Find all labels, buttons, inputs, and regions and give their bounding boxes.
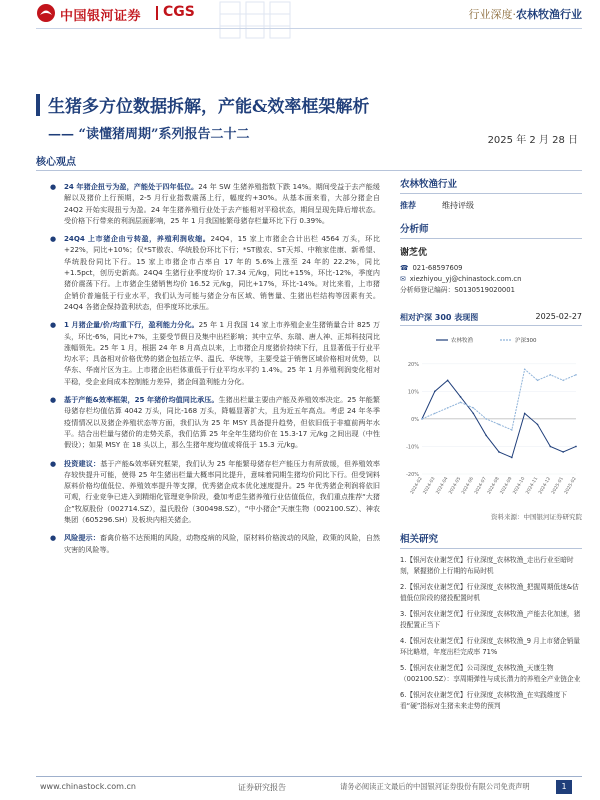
y-tick-label: 20% [407, 361, 419, 368]
x-tick-label: 2025-02 [563, 476, 578, 496]
analyst-email[interactable] [400, 274, 582, 285]
data-point [550, 446, 552, 448]
bullet-icon: ● [50, 396, 57, 405]
sidebar-divider [400, 238, 582, 239]
paragraph-4 [40, 394, 380, 450]
chart-date: 2025-02-27 [535, 312, 582, 321]
related-item[interactable]: 5.【银河农业谢芝优】公司深度_农林牧渔_天康生物（002100.SZ）：享周期弹性与成长潜力的养殖全产业链企业 [400, 664, 581, 683]
data-point [562, 380, 564, 382]
data-point [511, 429, 513, 431]
paragraph-heading: 风险提示： [64, 533, 100, 543]
report-title: 生猪多方位数据拆解，产能&效率框架解析 [48, 97, 370, 117]
data-point [550, 374, 552, 376]
bullet-icon: ● [50, 235, 57, 244]
related-item[interactable]: 4.【银河农业谢芝优】行业深度_农林牧渔_9 月上市猪企销量环比略增，年度出栏完成率 71% [400, 637, 580, 656]
footer-disclaimer: 请务必阅读正文最后的中国银河证券股份有限公司免责声明 [340, 782, 530, 791]
data-point [473, 407, 475, 409]
header-decoration-graphic [210, 0, 300, 40]
logo-mark-icon [36, 3, 56, 23]
title-accent-bar [36, 94, 40, 116]
phone-icon: ☎ [400, 264, 409, 272]
core-divider [36, 170, 582, 171]
footer-url[interactable]: www.chinastock.com.cn [40, 782, 136, 791]
analyst-phone [400, 263, 582, 274]
data-point [421, 418, 423, 420]
related-item[interactable]: 2.【银河农业谢芝优】行业深度_农林牧渔_把握周期低迷&估值低位阶段的猪投配置时机 [400, 583, 579, 602]
main-content [40, 181, 380, 562]
legend-label: 农林牧渔 [451, 338, 474, 344]
x-tick-label: 2024-09 [499, 476, 514, 496]
data-point [485, 418, 487, 420]
email-icon: ✉ [400, 275, 406, 283]
related-item[interactable]: 6.【银河农业谢芝优】行业深度_农林牧渔_在实践维度下看“硬”指标对生猪未来走势的预判 [400, 691, 567, 710]
data-point [447, 380, 449, 382]
chart-svg [400, 332, 582, 510]
data-point [460, 402, 462, 404]
x-tick-label: 2024-05 [448, 476, 463, 496]
related-item[interactable]: 3.【银河农业谢芝优】行业深度_农林牧渔_产能去化加速，猪投配置正当下 [400, 610, 581, 629]
paragraph-heading: 基于产能&效率框架，25 年猪价均值同比承压。 [64, 395, 219, 405]
data-point [575, 374, 577, 376]
analyst-license: 分析师登记编码：S0130519020001 [400, 286, 515, 294]
chart-source: 资料来源：中国银河证券研究院 [491, 513, 582, 521]
paragraph-heading: 24 年猪企扭亏为盈，产能处于四年低位。 [64, 182, 199, 191]
paragraph-6 [40, 532, 380, 555]
data-point [537, 424, 539, 426]
paragraph-text: 24Q4，15 家上市猪企合计出栏 4564 万头，环比+22%，同比+10%；仅*ST傲农、华统股份环比下行；*ST傲农、ST天邦、中粮家佳康、新希望、华统股份同比下行。15 家上市猪企市占率自 17 年的 5.6%上涨至 24 年的 22.2%，同比+1.5pct，创历史新高。24Q4 生猪行业季度均价 17.34 元/kg，同比+15%，环比-12%，季度内猪价震荡下行。上市猪企生猪销售均价 16.52 元/kg，同比+17%，环比-14%。对比来看，上市猪企销价普遍低于行业水平，我们认为可能与猪企分布区域、销售量、生猪出栏结构等因素有关。24Q4 各猪企保持盈利状态，但季度环比承压。 [64, 234, 380, 311]
y-tick-label: 0% [411, 416, 419, 423]
y-tick-label: -10% [406, 444, 419, 451]
paragraph-text: 生猪出栏量主要由产能及养殖效率决定。25 年能繁母猪存栏均值估算 4042 万头，同比-168 万头，降幅显著扩大，且为近五年高点。考虑 24 年冬季疫情情况以及猪企养殖状态等方面，我们认为 25 年 MSY 具备提升趋势，但依旧低于非瘟前两年水平。结合出栏量与猪价的走势关系，我们估算 25 年全年生猪均价在 15.3-17 元/kg 之间出现（中性假设）；如果 MSY 在 18 头以上，那么生猪年度均值或将低于 15.3 元/kg。 [64, 395, 380, 450]
x-tick-label: 2024-06 [461, 476, 476, 496]
category-label: 行业深度· [468, 8, 516, 21]
bullet-icon: ● [50, 534, 57, 543]
sidebar [400, 176, 582, 717]
y-tick-label: -20% [406, 472, 419, 478]
paragraph-heading: 投资建议： [64, 458, 101, 468]
relative-performance-chart [400, 332, 582, 510]
paragraph-heading: 1 月猪企量/价/均重下行，盈利能力分化。 [64, 320, 199, 330]
header-divider [36, 28, 582, 29]
x-tick-label: 2024-03 [422, 476, 437, 496]
x-tick-label: 2024-11 [525, 476, 540, 496]
report-subtitle: —— “读懂猪周期”系列报告二十二 [48, 127, 250, 142]
chart-title-row [400, 312, 582, 323]
sidebar-sector: 农林牧渔行业 [400, 179, 458, 190]
logo-text: 中国银河证券 [60, 9, 142, 24]
bullet-icon: ● [50, 459, 57, 468]
data-point [524, 413, 526, 415]
chart-divider [400, 325, 582, 326]
header-category [469, 6, 583, 22]
paragraph-3 [40, 319, 380, 387]
paragraph-text: 24 年 SW 生猪养殖指数下跌 14%。期间受益于去产能缓解以及猪价上行预期，2-5 月行业指数震荡上行，幅度约+30%。从基本面来看，大部分猪企自 24Q2 开始实现扭亏为盈。24 年生猪养殖行业处于去产能相对平稳状态，期间呈现先降后增状态。受价格下行带来的利润层面影响，25 年 1 月我国能繁母猪存栏量环比下行 0.39%。 [64, 182, 380, 225]
logo-en-text: CGS [163, 4, 195, 20]
data-point [498, 451, 500, 453]
data-point [537, 380, 539, 382]
footer-divider [36, 776, 582, 777]
data-point [511, 457, 513, 459]
logo-separator [156, 6, 158, 20]
paragraph-heading: 24Q4 上市猪企由亏转盈，养殖利润收缩。 [64, 234, 211, 244]
rating-key: 推荐 [400, 201, 416, 210]
x-tick-label: 2024-12 [538, 476, 553, 496]
sidebar-divider [400, 548, 582, 549]
legend-label: 沪深300 [515, 338, 537, 344]
report-date: 2025 年 2 月 28 日 [487, 135, 578, 146]
sidebar-divider [400, 193, 582, 194]
data-point [447, 407, 449, 409]
data-point [575, 446, 577, 448]
related-item[interactable]: 1.【银河农业谢芝优】行业深度_农林牧渔_走出行业至暗时刻，紧握猪价上行期的布局时机 [400, 556, 574, 575]
data-point [485, 435, 487, 437]
bullet-icon: ● [50, 183, 57, 191]
x-tick-label: 2024-10 [512, 476, 527, 496]
email-text[interactable]: xiezhiyou_yj@chinastock.com.cn [409, 275, 522, 283]
x-tick-label: 2024-02 [409, 476, 424, 496]
data-point [434, 391, 436, 393]
sector-label: 农林牧渔行业 [516, 8, 582, 21]
paragraph-2 [40, 233, 380, 312]
core-views-heading: 核心观点 [36, 157, 76, 168]
data-point [460, 396, 462, 398]
rating-value: 维持评级 [442, 201, 474, 210]
analyst-name: 谢芝优 [400, 248, 428, 258]
data-point [498, 424, 500, 426]
y-tick-label: 10% [407, 389, 419, 396]
paragraph-1 [40, 181, 380, 226]
data-point [562, 451, 564, 453]
data-point [524, 368, 526, 370]
paragraph-text: 畜禽价格不达预期的风险，动物疫病的风险，原材料价格波动的风险，政策的风险，自然灾害的风险等。 [64, 533, 380, 554]
data-point [473, 413, 475, 415]
x-tick-label: 2025-01 [551, 476, 565, 496]
footer-label: 证券研究报告 [238, 783, 286, 792]
paragraph-text: 25 年 1 月我国 14 家上市养殖企业生猪销量合计 825 万头，环比-6%，同比+7%，主要受节假日及集中出栏影响；其中立华、东瑞、唐人神、正邦科技同比涨幅领先。25 年 1 月，根据 24 年 8 月高点以来，上市猪企月度猪价持续下行，且显著低于行业平均水平；具备相对价格优势的猪企包括立华、温氏、华统等，主要受益于销售区域价格相对优势，以华东、华南片区为主。上市猪企出栏体重低于行业平均水平约 1.4%。25 年 1 月养殖利润变化相对平稳，受企业间成本控制能力差异，猪企间盈利能力分化。 [64, 320, 380, 386]
phone-text: 021-68597609 [412, 264, 463, 272]
paragraph-5 [40, 458, 380, 526]
bullet-icon: ● [50, 321, 57, 330]
x-tick-label: 2024-04 [435, 476, 450, 496]
chart-title: 相对沪深 300 表现图 [400, 313, 479, 322]
x-tick-label: 2024-08 [486, 476, 501, 496]
data-point [434, 413, 436, 415]
analyst-heading: 分析师 [400, 224, 429, 235]
page-number: 1 [556, 780, 572, 794]
series-line-csi300 [422, 369, 576, 430]
x-tick-label: 2024-07 [474, 476, 488, 496]
paragraph-text: 基于产能&效率研究框架，我们认为 25 年能繁母猪存栏产能压力有所放缓，但养殖效率存较快提升可能，使得 25 年生猪出栏量大概率同比提升，意味着同期生猪均价同比下行。但受饲料原料价格均值低位、养殖效率提升等支撑，优秀猪企成本优化速度提升。25 年优秀猪企利润将依旧可观，行业竞争已进入到精细化管理竞争阶段，叠加考虑生猪养殖行业估值低位，我们重点推荐“大猪企”牧原股份（002714.SZ），温氏股份（300498.SZ），“中小猪企”天康生物（002100.SZ）、神农集团（605296.SH）及板块内相关猪企。 [64, 458, 380, 525]
related-research-heading: 相关研究 [400, 534, 439, 545]
rating-row [400, 200, 582, 211]
